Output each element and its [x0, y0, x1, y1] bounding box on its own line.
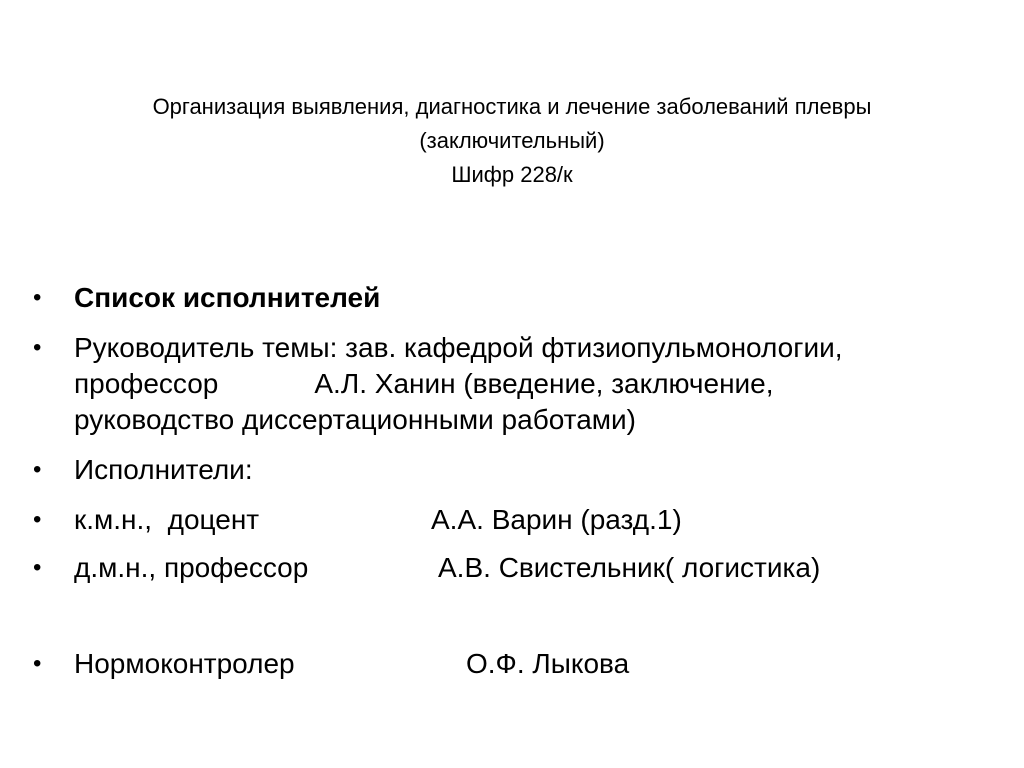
list-item-executors-label [0, 452, 1024, 488]
executor-1-line [74, 502, 1024, 538]
norm-controller-line [74, 646, 1024, 682]
leader-line-1: Руководитель темы: зав. кафедрой фтизиопульмонологии, [74, 332, 843, 363]
leader-line-2 [74, 366, 1024, 402]
bullet-icon: • [33, 506, 42, 533]
title-line-2: (заключительный) [419, 128, 605, 153]
bullet-list [0, 276, 1024, 682]
executors-list-heading: Список исполнителей [74, 282, 381, 313]
slide-title [0, 90, 1024, 192]
title-line-3: Шифр 228/к [451, 162, 573, 187]
norm-controller-name: О.Ф. Лыкова [466, 648, 630, 679]
bullet-icon: • [33, 456, 42, 483]
list-item-heading [0, 280, 1024, 316]
leader-line-3: руководство диссертационными работами) [74, 404, 636, 435]
executor-1-role: к.м.н., доцент [74, 504, 260, 535]
bullet-icon: • [33, 334, 42, 361]
executor-1-name: А.А. Варин (разд.1) [431, 504, 682, 535]
list-item-leader [0, 330, 1024, 438]
executor-2-line [74, 550, 1024, 586]
norm-controller-role: Нормоконтролер [74, 648, 295, 679]
bullet-icon: • [33, 554, 42, 581]
leader-title: профессор [74, 368, 219, 399]
list-item-executor-1 [0, 502, 1024, 538]
title-line-1: Организация выявления, диагностика и лечение заболеваний плевры [152, 94, 872, 119]
executors-label: Исполнители: [74, 454, 253, 485]
list-item-executor-2 [0, 550, 1024, 586]
bullet-icon: • [33, 284, 42, 311]
executor-2-name: А.В. Свистельник( логистика) [438, 552, 821, 583]
list-item-norm-controller [0, 646, 1024, 682]
bullet-icon: • [33, 650, 42, 677]
executor-2-role: д.м.н., профессор [74, 552, 309, 583]
leader-name: А.Л. Ханин (введение, заключение, [314, 368, 774, 399]
